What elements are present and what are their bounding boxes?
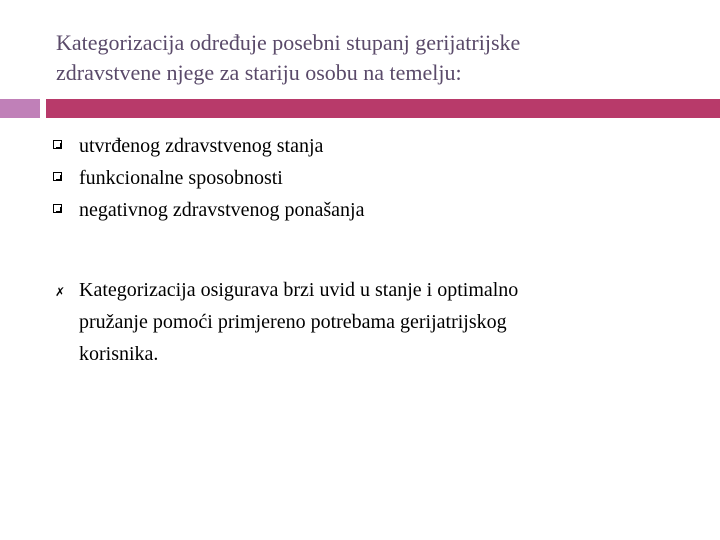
checkbox-square-icon — [53, 140, 62, 149]
note-line-3: korisnika. — [79, 343, 159, 365]
bullet-text: negativnog zdravstvenog ponašanja — [79, 199, 365, 221]
accent-bar-right — [46, 99, 720, 118]
title-line-2: zdravstvene njege za stariju osobu na temelju: — [56, 60, 462, 85]
checkbox-square-icon — [53, 172, 62, 181]
slide-title — [56, 28, 696, 88]
bullet-text: funkcionalne sposobnosti — [79, 167, 283, 189]
list-item — [52, 194, 672, 226]
list-item — [52, 130, 672, 162]
note-line-2: pružanje pomoći primjereno potrebama gerijatrijskog — [79, 311, 507, 333]
note-item — [52, 274, 632, 370]
bullet-text: utvrđenog zdravstvenog stanja — [79, 135, 324, 157]
list-item — [52, 162, 672, 194]
bullet-list — [52, 130, 672, 226]
title-line-1: Kategorizacija određuje posebni stupanj gerijatrijske — [56, 30, 521, 55]
note-list — [52, 274, 632, 370]
checkbox-square-icon — [53, 204, 62, 213]
accent-bar-left — [0, 99, 40, 118]
x-mark-icon: ✗ — [55, 285, 66, 299]
note-line-1: Kategorizacija osigurava brzi uvid u stanje i optimalno — [79, 279, 519, 301]
